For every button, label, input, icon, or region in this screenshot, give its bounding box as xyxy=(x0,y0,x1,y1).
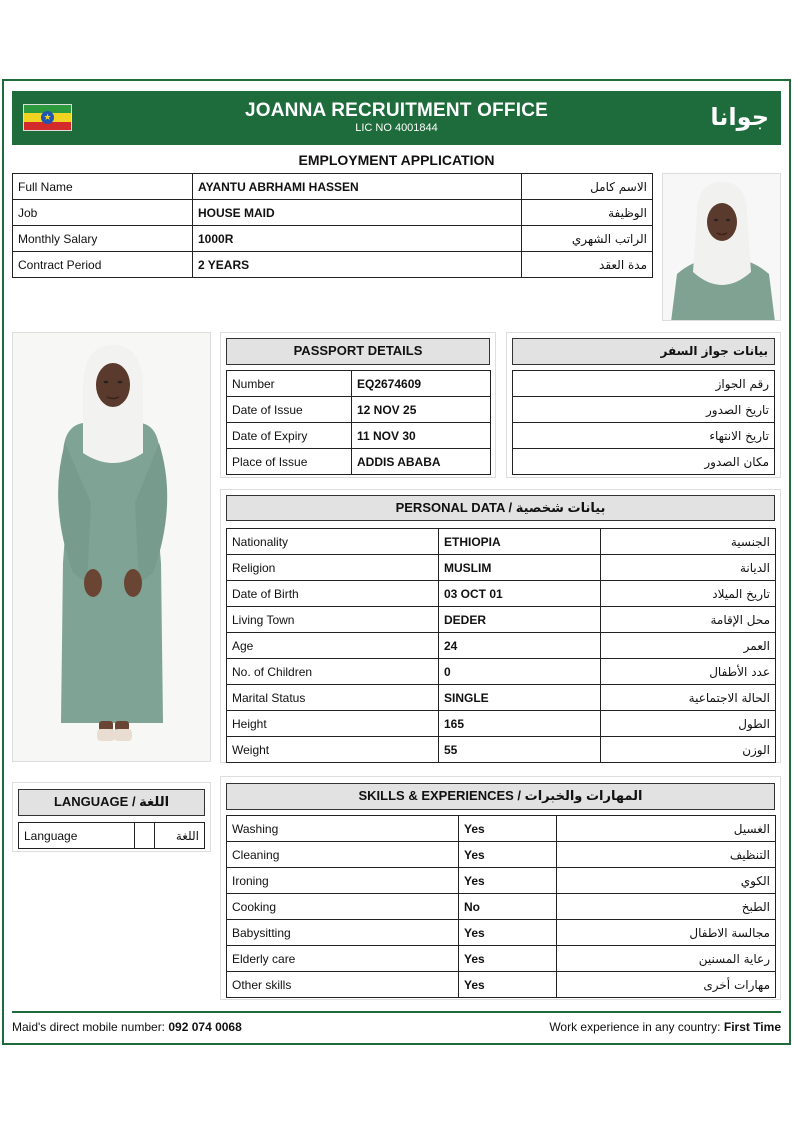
skills-title: SKILLS & EXPERIENCES / المهارات والخبرات xyxy=(226,783,775,810)
personal-label-ar: تاريخ الميلاد xyxy=(601,581,776,607)
personal-label: Age xyxy=(227,633,439,659)
table-row xyxy=(227,371,491,397)
personal-label-ar: العمر xyxy=(601,633,776,659)
skill-value: Yes xyxy=(459,816,557,842)
language-title: LANGUAGE / اللغة xyxy=(18,789,205,816)
passport-label: Date of Expiry xyxy=(227,423,352,449)
table-row xyxy=(227,581,776,607)
table-row xyxy=(227,946,776,972)
footer-divider xyxy=(12,1011,781,1013)
experience-value: First Time xyxy=(723,1020,781,1034)
summary-label: Job xyxy=(13,200,193,226)
skill-label: Cooking xyxy=(227,894,459,920)
passport-table xyxy=(226,370,491,475)
passport-value: 11 NOV 30 xyxy=(352,423,491,449)
personal-label: Weight xyxy=(227,737,439,763)
skill-label-ar: الغسيل xyxy=(557,816,776,842)
skill-label-ar: رعاية المسنين xyxy=(557,946,776,972)
table-row xyxy=(13,252,653,278)
table-row xyxy=(13,200,653,226)
personal-label-ar: الطول xyxy=(601,711,776,737)
passport-value: ADDIS ABABA xyxy=(352,449,491,475)
personal-value: 165 xyxy=(439,711,601,737)
table-row xyxy=(227,711,776,737)
summary-label: Full Name xyxy=(13,174,193,200)
personal-value: 24 xyxy=(439,633,601,659)
personal-label: Living Town xyxy=(227,607,439,633)
personal-label-ar: الحالة الاجتماعية xyxy=(601,685,776,711)
summary-table xyxy=(12,173,653,278)
table-row xyxy=(227,449,491,475)
footer-mobile xyxy=(12,1020,242,1034)
passport-value: EQ2674609 xyxy=(352,371,491,397)
summary-label: Monthly Salary xyxy=(13,226,193,252)
skill-label: Washing xyxy=(227,816,459,842)
passport-label-ar: مكان الصدور xyxy=(513,449,775,475)
personal-label: Nationality xyxy=(227,529,439,555)
table-row xyxy=(227,868,776,894)
passport-label-ar: تاريخ الانتهاء xyxy=(513,423,775,449)
passport-label: Date of Issue xyxy=(227,397,352,423)
license-number: LIC NO 4001844 xyxy=(355,122,438,134)
language-value xyxy=(135,823,155,849)
skill-label: Ironing xyxy=(227,868,459,894)
passport-title-ar: بيانات جواز السفر xyxy=(512,338,775,365)
table-row xyxy=(13,174,653,200)
table-row xyxy=(227,737,776,763)
table-row xyxy=(13,226,653,252)
table-row xyxy=(227,397,491,423)
summary-label-ar: الوظيفة xyxy=(522,200,653,226)
passport-value: 12 NOV 25 xyxy=(352,397,491,423)
passport-title: PASSPORT DETAILS xyxy=(226,338,490,365)
skill-label-ar: مهارات أخرى xyxy=(557,972,776,998)
personal-label-ar: الجنسية xyxy=(601,529,776,555)
personal-label: Date of Birth xyxy=(227,581,439,607)
arabic-brand: جوانا xyxy=(710,103,769,131)
skill-value: Yes xyxy=(459,868,557,894)
header-banner xyxy=(12,91,781,145)
skill-value: Yes xyxy=(459,946,557,972)
table-row xyxy=(227,894,776,920)
language-label-ar: اللغة xyxy=(155,823,205,849)
office-title: JOANNA RECRUITMENT OFFICE xyxy=(244,100,549,121)
skill-label-ar: مجالسة الاطفال xyxy=(557,920,776,946)
skill-label: Cleaning xyxy=(227,842,459,868)
passport-label: Number xyxy=(227,371,352,397)
table-row xyxy=(513,397,775,423)
language-table xyxy=(18,822,205,849)
personal-value: DEDER xyxy=(439,607,601,633)
mobile-number[interactable]: 092 074 0068 xyxy=(168,1020,242,1034)
skill-label: Other skills xyxy=(227,972,459,998)
mobile-label: Maid's direct mobile number: xyxy=(12,1020,166,1034)
language-label: Language xyxy=(19,823,135,849)
passport-label: Place of Issue xyxy=(227,449,352,475)
skill-value: Yes xyxy=(459,920,557,946)
personal-data-title: PERSONAL DATA / بيانات شخصية xyxy=(226,495,775,521)
personal-value: 55 xyxy=(439,737,601,763)
personal-label-ar: الوزن xyxy=(601,737,776,763)
summary-label-ar: مدة العقد xyxy=(522,252,653,278)
personal-value: ETHIOPIA xyxy=(439,529,601,555)
passport-table-ar xyxy=(512,370,775,475)
skills-table xyxy=(226,815,776,998)
summary-label-ar: الراتب الشهري xyxy=(522,226,653,252)
table-row xyxy=(227,972,776,998)
skill-value: No xyxy=(459,894,557,920)
summary-value: 1000R xyxy=(193,226,522,252)
table-row xyxy=(227,920,776,946)
summary-value: 2 YEARS xyxy=(193,252,522,278)
personal-value: 03 OCT 01 xyxy=(439,581,601,607)
table-row xyxy=(513,371,775,397)
table-row xyxy=(227,659,776,685)
table-row xyxy=(227,816,776,842)
passport-label-ar: تاريخ الصدور xyxy=(513,397,775,423)
ethiopia-flag-icon: ★ xyxy=(23,104,72,131)
table-row xyxy=(227,633,776,659)
personal-label: No. of Children xyxy=(227,659,439,685)
table-row xyxy=(227,423,491,449)
full-body-photo xyxy=(12,332,211,762)
summary-value: AYANTU ABRHAMI HASSEN xyxy=(193,174,522,200)
skill-label: Elderly care xyxy=(227,946,459,972)
skill-label: Babysitting xyxy=(227,920,459,946)
personal-value: SINGLE xyxy=(439,685,601,711)
footer-experience xyxy=(549,1020,781,1034)
summary-label: Contract Period xyxy=(13,252,193,278)
portrait-photo xyxy=(662,173,781,321)
table-row xyxy=(227,555,776,581)
summary-value: HOUSE MAID xyxy=(193,200,522,226)
passport-label-ar: رقم الجواز xyxy=(513,371,775,397)
skill-value: Yes xyxy=(459,842,557,868)
personal-label-ar: الديانة xyxy=(601,555,776,581)
table-row xyxy=(513,423,775,449)
personal-value: 0 xyxy=(439,659,601,685)
personal-value: MUSLIM xyxy=(439,555,601,581)
experience-label: Work experience in any country: xyxy=(549,1020,721,1034)
personal-label: Religion xyxy=(227,555,439,581)
table-row xyxy=(227,529,776,555)
skill-label-ar: الكوي xyxy=(557,868,776,894)
personal-label-ar: محل الإقامة xyxy=(601,607,776,633)
table-row xyxy=(227,685,776,711)
table-row xyxy=(19,823,205,849)
table-row xyxy=(513,449,775,475)
skill-value: Yes xyxy=(459,972,557,998)
summary-label-ar: الاسم كامل xyxy=(522,174,653,200)
personal-label: Height xyxy=(227,711,439,737)
skill-label-ar: التنظيف xyxy=(557,842,776,868)
table-row xyxy=(227,842,776,868)
personal-label: Marital Status xyxy=(227,685,439,711)
table-row xyxy=(227,607,776,633)
personal-data-table xyxy=(226,528,776,763)
application-title: EMPLOYMENT APPLICATION xyxy=(298,152,495,168)
personal-label-ar: عدد الأطفال xyxy=(601,659,776,685)
skill-label-ar: الطبخ xyxy=(557,894,776,920)
